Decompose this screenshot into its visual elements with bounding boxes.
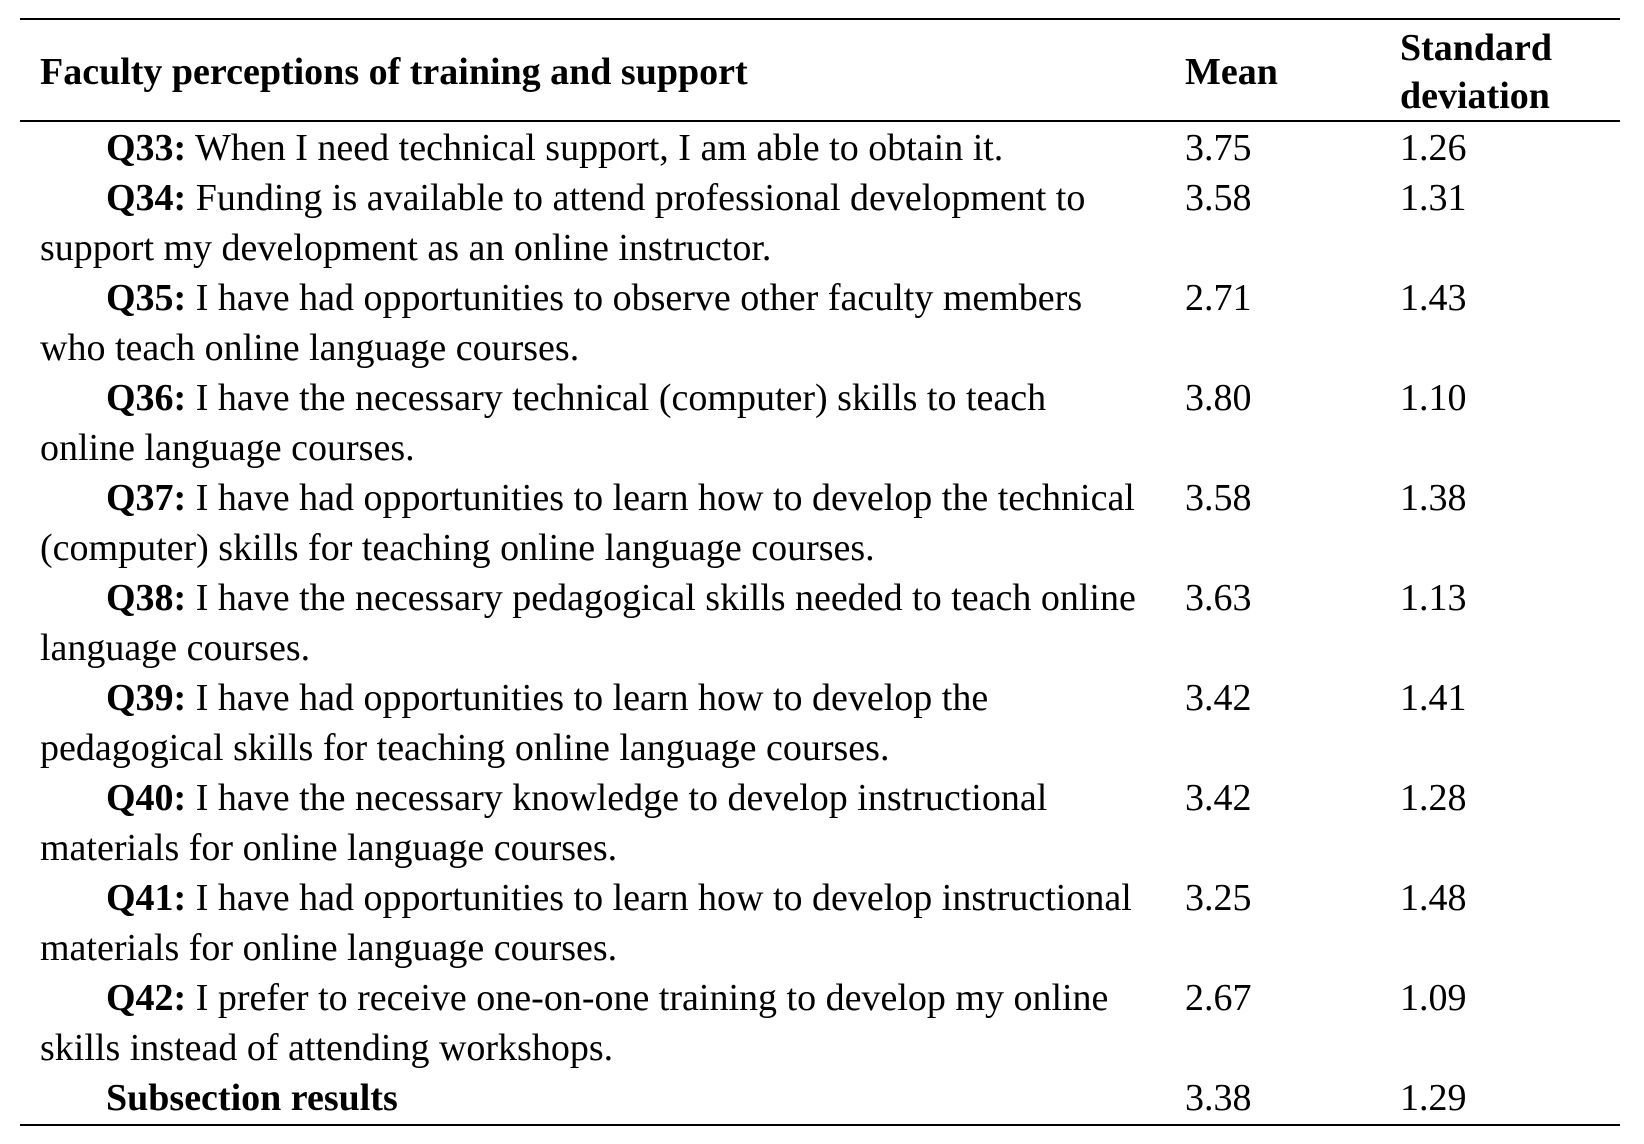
subsection-sd: 1.29	[1400, 1077, 1467, 1119]
mean-value: 3.42	[1185, 677, 1252, 719]
column-header-mean: Mean	[1185, 51, 1278, 93]
question-cell	[20, 673, 1177, 773]
sd-value: 1.41	[1400, 677, 1467, 719]
sd-value: 1.38	[1400, 477, 1467, 519]
sd-value: 1.10	[1400, 377, 1467, 419]
sd-value: 1.48	[1400, 877, 1467, 919]
sd-value: 1.26	[1400, 127, 1467, 169]
question-id: Q37:	[106, 477, 187, 519]
table-header	[20, 19, 1620, 121]
question-text: I have had opportunities to learn how to develop instructional materials for online language courses.	[40, 877, 1132, 969]
question-cell	[20, 273, 1177, 373]
sd-value: 1.43	[1400, 277, 1467, 319]
sd-value: 1.09	[1400, 977, 1467, 1019]
table-row	[20, 973, 1620, 1073]
column-header-question: Faculty perceptions of training and support	[40, 51, 748, 93]
question-id: Q33:	[106, 127, 187, 169]
sd-value: 1.31	[1400, 177, 1467, 219]
mean-value: 3.63	[1185, 577, 1252, 619]
question-cell	[20, 973, 1177, 1073]
question-cell	[20, 873, 1177, 973]
question-text: I prefer to receive one-on-one training to develop my online skills instead of attending workshops.	[40, 977, 1109, 1069]
sd-value: 1.28	[1400, 777, 1467, 819]
table-row	[20, 173, 1620, 273]
table-row	[20, 473, 1620, 573]
question-text: I have had opportunities to observe other faculty members who teach online language courses.	[40, 277, 1083, 369]
question-id: Q38:	[106, 577, 187, 619]
question-cell	[20, 173, 1177, 273]
question-text: I have the necessary technical (computer) skills to teach online language courses.	[40, 377, 1047, 469]
question-id: Q41:	[106, 877, 187, 919]
question-cell	[20, 473, 1177, 573]
question-cell	[20, 773, 1177, 873]
sd-header-line-1: Standard	[1400, 27, 1553, 69]
table-row	[20, 373, 1620, 473]
faculty-perceptions-table	[20, 18, 1620, 1126]
question-cell	[20, 373, 1177, 473]
results-table-container	[20, 18, 1620, 1126]
subsection-label: Subsection results	[106, 1077, 398, 1119]
mean-value: 2.67	[1185, 977, 1252, 1019]
mean-value: 2.71	[1185, 277, 1252, 319]
subsection-mean: 3.38	[1185, 1077, 1252, 1119]
mean-value: 3.58	[1185, 177, 1252, 219]
question-id: Q40:	[106, 777, 187, 819]
question-id: Q36:	[106, 377, 187, 419]
table-row-subsection	[20, 1073, 1620, 1125]
question-text: I have had opportunities to learn how to develop the technical (computer) skills for teaching online language courses.	[40, 477, 1135, 569]
sd-value: 1.13	[1400, 577, 1467, 619]
table-row	[20, 121, 1620, 173]
table-body	[20, 121, 1620, 1125]
mean-value: 3.58	[1185, 477, 1252, 519]
mean-value: 3.80	[1185, 377, 1252, 419]
table-row	[20, 773, 1620, 873]
header-row	[20, 19, 1620, 121]
question-text: Funding is available to attend professional development to support my development as an online instructor.	[40, 177, 1086, 269]
table-row	[20, 273, 1620, 373]
mean-value: 3.42	[1185, 777, 1252, 819]
question-id: Q35:	[106, 277, 187, 319]
question-id: Q39:	[106, 677, 187, 719]
question-text: I have had opportunities to learn how to develop the pedagogical skills for teaching online language courses.	[40, 677, 989, 769]
question-cell	[20, 573, 1177, 673]
mean-value: 3.25	[1185, 877, 1252, 919]
table-row	[20, 673, 1620, 773]
table-row	[20, 873, 1620, 973]
question-id: Q42:	[106, 977, 187, 1019]
table-row	[20, 573, 1620, 673]
column-header-standard-deviation	[1390, 19, 1620, 121]
sd-header-line-2: deviation	[1400, 75, 1550, 117]
mean-value: 3.75	[1185, 127, 1252, 169]
question-text: I have the necessary pedagogical skills needed to teach online language courses.	[40, 577, 1136, 669]
question-id: Q34:	[106, 177, 187, 219]
question-cell	[20, 121, 1177, 173]
question-text: I have the necessary knowledge to develop instructional materials for online language courses.	[40, 777, 1048, 869]
question-text: When I need technical support, I am able to obtain it.	[186, 127, 1004, 169]
